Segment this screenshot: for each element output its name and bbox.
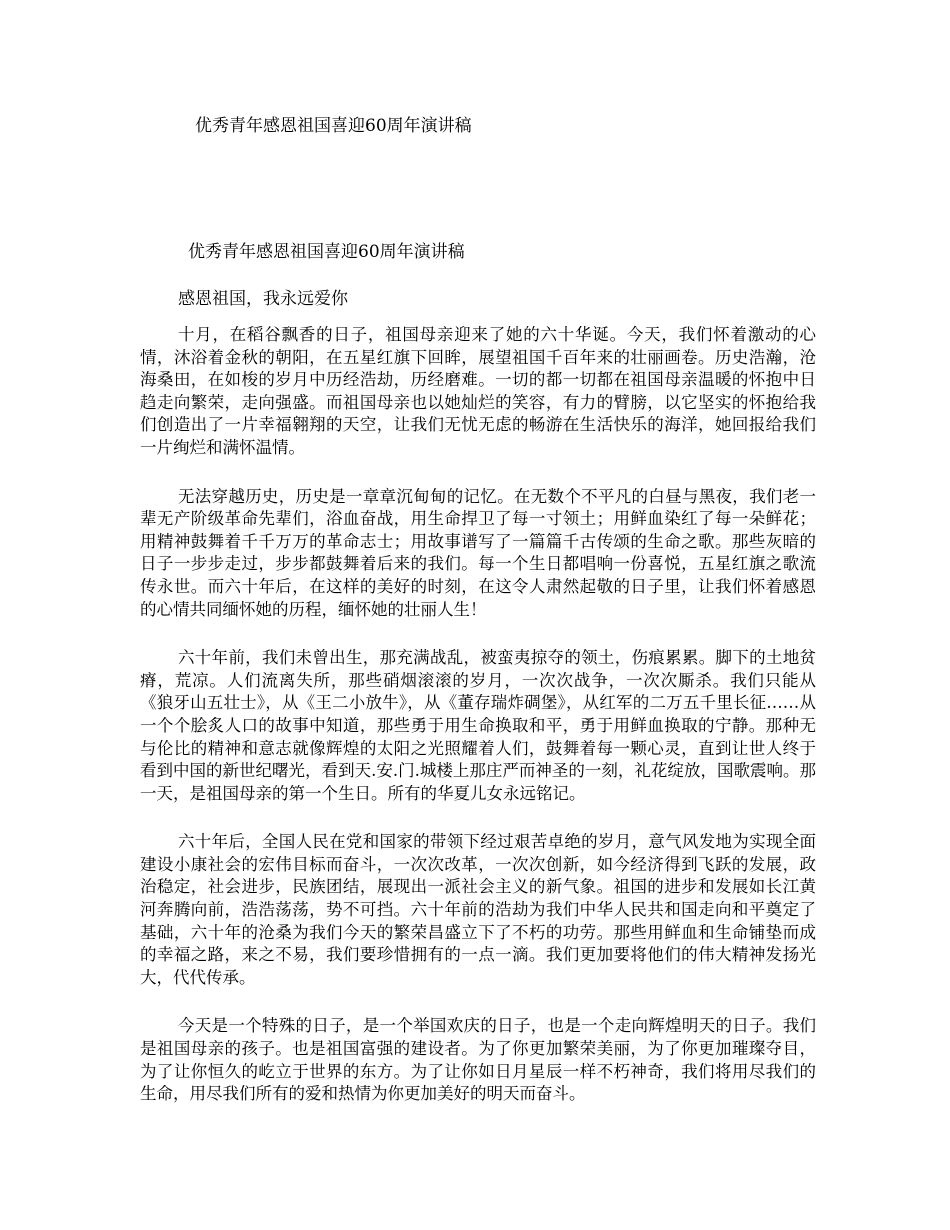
document-title: 优秀青年感恩祖国喜迎60周年演讲稿 [188,242,465,262]
header-title: 优秀青年感恩祖国喜迎60周年演讲稿 [195,116,472,136]
paragraph-1: 十月，在稻谷飘香的日子，祖国母亲迎来了她的六十华诞。今天，我们怀着激动的心情，沐浴着金秋的朝阳，在五星红旗下回眸，展望祖国千百年来的壮丽画卷。历史浩瀚，沧海桑田，在如梭的岁月中历经浩劫，历经磨难。一切的都一切都在祖国母亲温暖的怀抱中日趋走向繁荣，走向强盛。而祖国母亲也以她灿烂的笑容，有力的臂膀，以它坚实的怀抱给我们创造出了一片幸福翱翔的天空，让我们无忧无虑的畅游在生活快乐的海洋，她回报给我们一片绚烂和满怀温情。 [140,325,816,457]
document-subtitle: 感恩祖国，我永远爱你 [178,289,348,309]
paragraph-4: 六十年后，全国人民在党和国家的带领下经过艰苦卓绝的岁月，意气风发地为实现全面建设小康社会的宏伟目标而奋斗，一次次改革，一次次创新，如今经济得到飞跃的发展，政治稳定，社会进步，民族团结，展现出一派社会主义的新气象。祖国的进步和发展如长江黄河奔腾向前，浩浩荡荡，势不可挡。六十年前的浩劫为我们中华人民共和国走向和平奠定了基础，六十年的沧桑为我们今天的繁荣昌盛立下了不朽的功劳。那些用鲜血和生命铺垫而成的幸福之路，来之不易，我们要珍惜拥有的一点一滴。我们更加要将他们的伟大精神发扬光大，代代传承。 [140,832,816,987]
paragraph-2: 无法穿越历史，历史是一章章沉甸甸的记忆。在无数个不平凡的白昼与黑夜，我们老一辈无产阶级革命先辈们，浴血奋战，用生命捍卫了每一寸领土；用鲜血染红了每一朵鲜花；用精神鼓舞着千千万万的革命志士；用故事谱写了一篇篇千古传颂的生命之歌。那些灰暗的日子一步步走过，步步都鼓舞着后来的我们。每一个生日都唱响一份喜悦，五星红旗之歌流传永世。而六十年后，在这样的美好的时刻，在这令人肃然起敬的日子里，让我们怀着感恩的心情共同缅怀她的历程，缅怀她的壮丽人生！ [140,486,816,619]
paragraph-5: 今天是一个特殊的日子，是一个举国欢庆的日子，也是一个走向辉煌明天的日子。我们是祖国母亲的孩子。也是祖国富强的建设者。为了你更加繁荣美丽，为了你更加璀璨夺目，为了让你恒久的屹立于世界的东方。为了让你如日月星辰一样不朽神奇，我们将用尽我们的生命，用尽我们所有的爱和热情为你更加美好的明天而奋斗。 [140,1016,816,1104]
document-body [140,324,816,1132]
paragraph-3: 六十年前，我们未曾出生，那充满战乱，被蛮夷掠夺的领土，伤痕累累。脚下的土地贫瘠，荒凉。人们流离失所，那些硝烟滚滚的岁月，一次次战争，一次次厮杀。我们只能从《狼牙山五壮士》，从《王二小放牛》，从《董存瑞炸碉堡》，从红军的二万五千里长征……从一个个脍炙人口的故事中知道，那些勇于用生命换取和平，勇于用鲜血换取的宁静。那种无与伦比的精神和意志就像辉煌的太阳之光照耀着人们，鼓舞着每一颗心灵，直到让世人终于看到中国的新世纪曙光，看到天.安.门.城楼上那庄严而神圣的一刻，礼花绽放，国歌震响。那一天，是祖国母亲的第一个生日。所有的华夏儿女永远铭记。 [140,648,816,803]
